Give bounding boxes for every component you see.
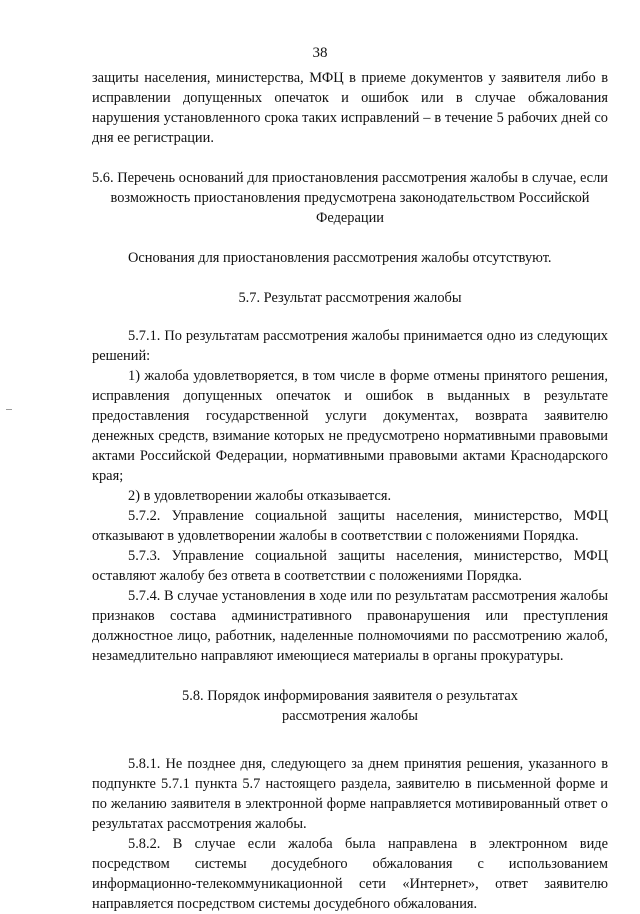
paragraph-5-8-2: 5.8.2. В случае если жалоба была направлена в электронном виде посредством системы досудебного обжалования с использованием информационно-телекоммуникационной сети «Интернет», ответ заявителю направляется посредством системы досудебного обжалования.	[92, 836, 608, 912]
page-number: 38	[312, 45, 328, 61]
paragraph-5-6: Основания для приостановления рассмотрения жалобы отсутствуют.	[128, 250, 552, 266]
paragraph-5-7-3: 5.7.3. Управление социальной защиты населения, министерство, МФЦ оставляют жалобу без ответа в соответствии с положениями Порядка.	[92, 548, 608, 584]
section-heading-5-7: 5.7. Результат рассмотрения жалобы	[238, 290, 462, 306]
paragraph-5-7-2: 5.7.2. Управление социальной защиты населения, министерство, МФЦ отказывают в удовлетворении жалобы в соответствии с положениями Порядка.	[92, 508, 608, 544]
document-body	[92, 68, 608, 914]
scan-mark	[6, 409, 12, 410]
paragraph-continuation: защиты населения, министерства, МФЦ в приеме документов у заявителя либо в исправлении допущенных опечаток и ошибок или в случае обжалования нарушения установленного срока таких исправлений – в течение 5 рабочих дней со дня ее регистрации.	[92, 70, 608, 146]
section-heading-5-8-line-2: рассмотрения жалобы	[282, 708, 418, 724]
paragraph-5-7-1-item-1: 1) жалоба удовлетворяется, в том числе в форме отмены принятого решения, исправления допущенных опечаток и ошибок в выданных в результате предоставления государственной услуги документах, возврата заявителю денежных средств, взимание которых не предусмотрено нормативными правовыми актами Российской Федерации, нормативными правовыми актами Краснодарского края;	[92, 368, 608, 484]
section-heading-5-6: 5.6. Перечень оснований для приостановления рассмотрения жалобы в случае, если возможность приостановления предусмотрена законодательством Российской Федерации	[92, 170, 608, 226]
section-heading-5-8-line-1: 5.8. Порядок информирования заявителя о результатах	[182, 688, 518, 704]
paragraph-5-8-1: 5.8.1. Не позднее дня, следующего за днем принятия решения, указанного в подпункте 5.7.1 пункта 5.7 настоящего раздела, заявителю в письменной форме и по желанию заявителя в электронной форме направляется мотивированный ответ о результатах рассмотрения жалобы.	[92, 756, 608, 832]
paragraph-5-7-1: 5.7.1. По результатам рассмотрения жалобы принимается одно из следующих решений:	[92, 328, 608, 364]
paragraph-5-7-1-item-2: 2) в удовлетворении жалобы отказывается.	[128, 488, 392, 504]
paragraph-5-7-4: 5.7.4. В случае установления в ходе или по результатам рассмотрения жалобы признаков состава административного правонарушения или преступления должностное лицо, работник, наделенные полномочиями по рассмотрению жалоб, незамедлительно направляют имеющиеся материалы в органы прокуратуры.	[92, 588, 608, 664]
